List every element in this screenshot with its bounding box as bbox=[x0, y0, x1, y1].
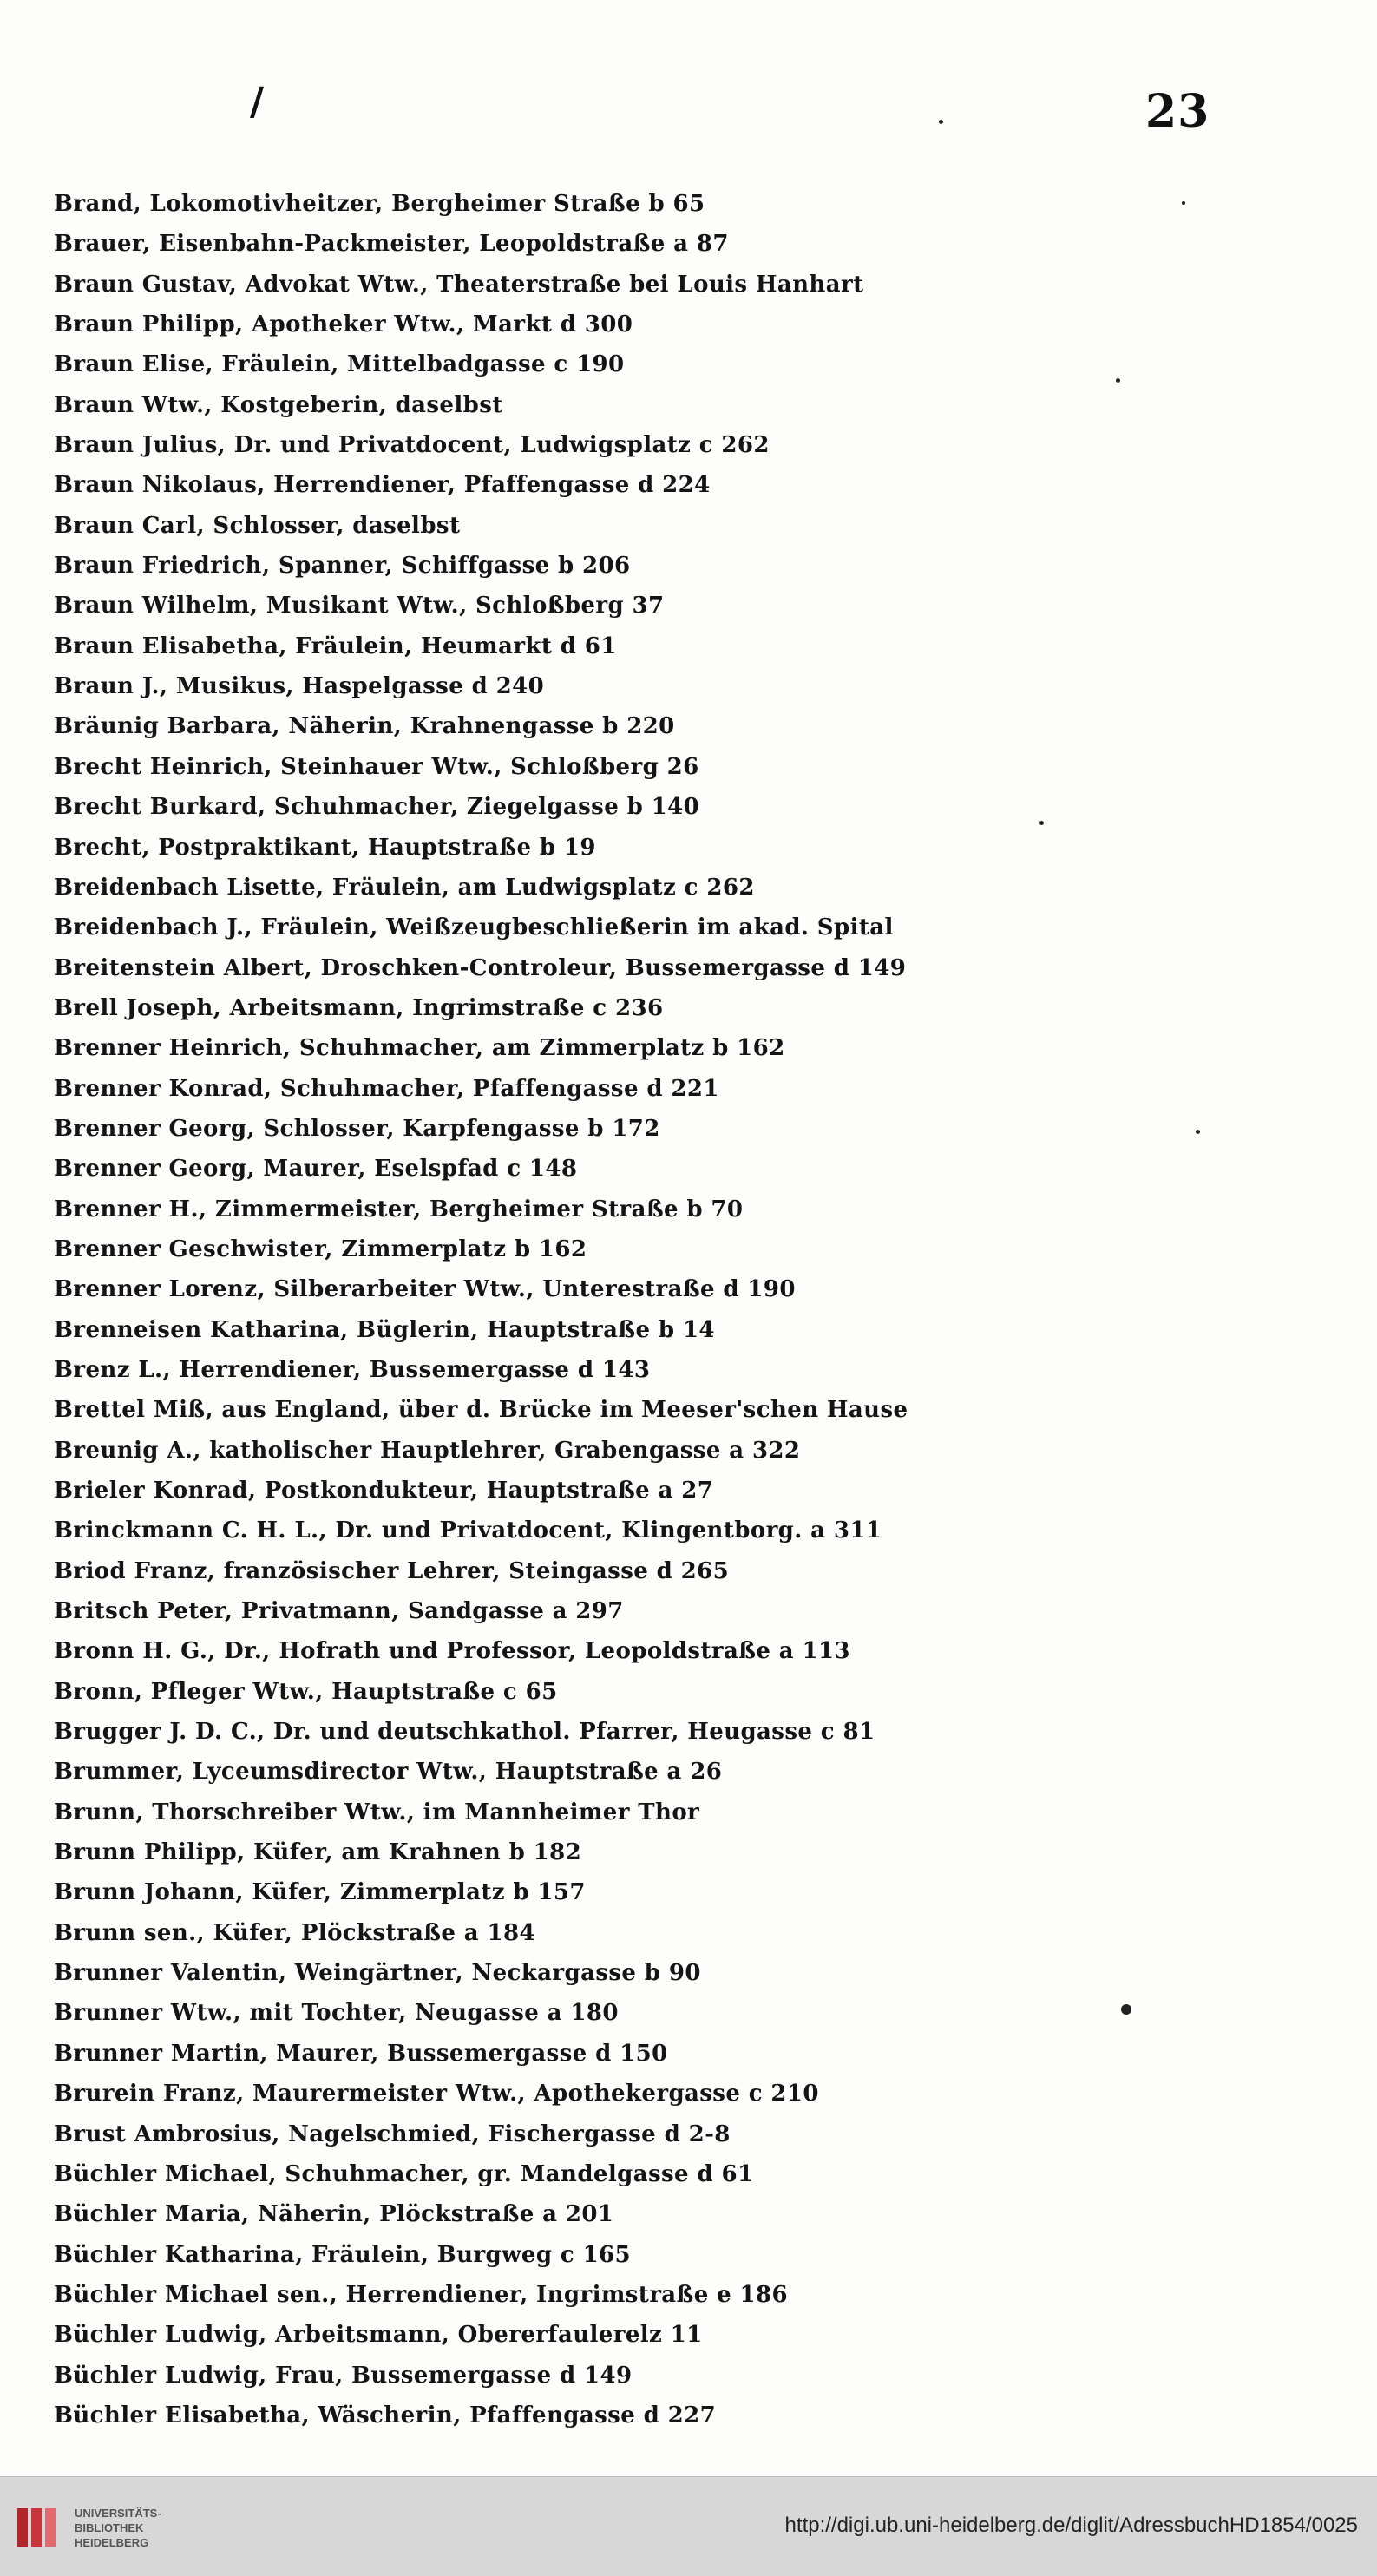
directory-entry: Büchler Elisabetha, Wäscherin, Pfaffengasse d 227 bbox=[54, 2402, 717, 2429]
page-mark: / bbox=[250, 80, 265, 124]
directory-entry: Braun Friedrich, Spanner, Schiffgasse b 206 bbox=[54, 553, 631, 580]
directory-entry: Brecht Heinrich, Steinhauer Wtw., Schloßberg 26 bbox=[54, 753, 699, 780]
directory-entry: Britsch Peter, Privatmann, Sandgasse a 297 bbox=[54, 1598, 624, 1625]
print-speck bbox=[1121, 2004, 1131, 2015]
library-name-line: UNIVERSITÄTS- bbox=[75, 2507, 161, 2520]
directory-entry: Büchler Michael sen., Herrendiener, Ingrimstraße e 186 bbox=[54, 2281, 788, 2308]
directory-entry: Büchler Ludwig, Frau, Bussemergasse d 149 bbox=[54, 2362, 633, 2389]
directory-entry: Brenz L., Herrendiener, Bussemergasse d 143 bbox=[54, 1356, 651, 1383]
directory-entries bbox=[54, 184, 1338, 2435]
directory-entry: Brenner H., Zimmermeister, Bergheimer Straße b 70 bbox=[54, 1196, 744, 1222]
viewer-footer bbox=[0, 2476, 1377, 2576]
directory-entry: Brenner Lorenz, Silberarbeiter Wtw., Unterestraße d 190 bbox=[54, 1276, 796, 1303]
directory-entry: Brunn Johann, Küfer, Zimmerplatz b 157 bbox=[54, 1879, 586, 1906]
directory-entry: Brand, Lokomotivheitzer, Bergheimer Straße b 65 bbox=[54, 191, 705, 217]
directory-entry: Braun Wtw., Kostgeberin, daselbst bbox=[54, 391, 503, 418]
directory-entry: Brettel Miß, aus England, über d. Brücke im Meeser'schen Hause bbox=[54, 1397, 908, 1424]
directory-entry: Brust Ambrosius, Nagelschmied, Fischergasse d 2-8 bbox=[54, 2120, 731, 2147]
directory-entry: Braun Philipp, Apotheker Wtw., Markt d 300 bbox=[54, 311, 633, 338]
directory-entry: Brugger J. D. C., Dr. und deutschkathol. Pfarrer, Heugasse c 81 bbox=[54, 1719, 875, 1746]
directory-entry: Brenner Heinrich, Schuhmacher, am Zimmerplatz b 162 bbox=[54, 1035, 785, 1062]
source-url[interactable]: http://digi.ub.uni-heidelberg.de/diglit/AdressbuchHD1854/0025 bbox=[784, 2514, 1358, 2537]
directory-entry: Brunner Valentin, Weingärtner, Neckargasse b 90 bbox=[54, 1960, 701, 1987]
directory-entry: Büchler Ludwig, Arbeitsmann, Obererfaulerelz 11 bbox=[54, 2322, 703, 2349]
directory-entry: Brunn, Thorschreiber Wtw., im Mannheimer Thor bbox=[54, 1799, 700, 1825]
directory-entry: Büchler Katharina, Fräulein, Burgweg c 165 bbox=[54, 2241, 632, 2268]
directory-entry: Büchler Maria, Näherin, Plöckstraße a 201 bbox=[54, 2201, 614, 2228]
directory-entry: Büchler Michael, Schuhmacher, gr. Mandelgasse d 61 bbox=[54, 2160, 754, 2187]
directory-entry: Braun Carl, Schlosser, daselbst bbox=[54, 512, 461, 539]
print-speck bbox=[1116, 378, 1120, 383]
directory-entry: Brenner Konrad, Schuhmacher, Pfaffengasse d 221 bbox=[54, 1075, 719, 1102]
page-number: 23 bbox=[1145, 85, 1210, 138]
print-speck bbox=[1196, 1130, 1200, 1134]
directory-entry: Braun Elisabetha, Fräulein, Heumarkt d 61 bbox=[54, 633, 617, 659]
directory-entry: Braun Wilhelm, Musikant Wtw., Schloßberg 37 bbox=[54, 593, 665, 619]
directory-entry: Braun Gustav, Advokat Wtw., Theaterstraße bei Louis Hanhart bbox=[54, 271, 864, 298]
print-speck bbox=[1182, 201, 1185, 205]
directory-entry: Briod Franz, französischer Lehrer, Steingasse d 265 bbox=[54, 1557, 730, 1584]
directory-entry: Brecht, Postpraktikant, Hauptstraße b 19 bbox=[54, 834, 596, 861]
directory-entry: Brunn sen., Küfer, Plöckstraße a 184 bbox=[54, 1919, 535, 1946]
print-speck bbox=[1039, 821, 1044, 825]
directory-entry: Braun Elise, Fräulein, Mittelbadgasse c 190 bbox=[54, 351, 625, 378]
directory-entry: Brenneisen Katharina, Büglerin, Hauptstraße b 14 bbox=[54, 1316, 715, 1343]
directory-entry: Braun J., Musikus, Haspelgasse d 240 bbox=[54, 673, 545, 700]
directory-entry: Brenner Georg, Schlosser, Karpfengasse b 172 bbox=[54, 1115, 660, 1142]
directory-entry: Brauer, Eisenbahn-Packmeister, Leopoldstraße a 87 bbox=[54, 231, 729, 258]
directory-entry: Breitenstein Albert, Droschken-Controleur, Bussemergasse d 149 bbox=[54, 954, 907, 981]
directory-entry: Breidenbach Lisette, Fräulein, am Ludwigsplatz c 262 bbox=[54, 874, 755, 901]
library-name-line: HEIDELBERG bbox=[75, 2536, 149, 2549]
directory-entry: Braun Julius, Dr. und Privatdocent, Ludwigsplatz c 262 bbox=[54, 432, 770, 459]
directory-entry: Brummer, Lyceumsdirector Wtw., Hauptstraße a 26 bbox=[54, 1759, 723, 1786]
directory-entry: Brieler Konrad, Postkondukteur, Hauptstraße a 27 bbox=[54, 1478, 714, 1504]
directory-entry: Bronn H. G., Dr., Hofrath und Professor, Leopoldstraße a 113 bbox=[54, 1638, 850, 1665]
directory-entry: Bräunig Barbara, Näherin, Krahnengasse b 220 bbox=[54, 713, 675, 740]
directory-entry: Brinckmann C. H. L., Dr. und Privatdocent, Klingentborg. a 311 bbox=[54, 1517, 882, 1544]
directory-entry: Breunig A., katholischer Hauptlehrer, Grabengasse a 322 bbox=[54, 1437, 801, 1464]
library-name-line: BIBLIOTHEK bbox=[75, 2521, 144, 2534]
directory-entry: Brunner Martin, Maurer, Bussemergasse d 150 bbox=[54, 2040, 668, 2067]
directory-entry: Breidenbach J., Fräulein, Weißzeugbeschließerin im akad. Spital bbox=[54, 914, 894, 941]
directory-entry: Brecht Burkard, Schuhmacher, Ziegelgasse b 140 bbox=[54, 794, 700, 821]
directory-entry: Brunn Philipp, Küfer, am Krahnen b 182 bbox=[54, 1839, 582, 1866]
directory-entry: Braun Nikolaus, Herrendiener, Pfaffengasse d 224 bbox=[54, 472, 711, 499]
directory-entry: Brell Joseph, Arbeitsmann, Ingrimstraße c 236 bbox=[54, 994, 664, 1021]
library-name bbox=[75, 2506, 161, 2550]
directory-entry: Brenner Georg, Maurer, Eselspfad c 148 bbox=[54, 1156, 578, 1183]
university-library-logo-icon bbox=[16, 2503, 64, 2552]
directory-entry: Bronn, Pfleger Wtw., Hauptstraße c 65 bbox=[54, 1678, 558, 1705]
directory-entry: Brenner Geschwister, Zimmerplatz b 162 bbox=[54, 1236, 587, 1262]
directory-entry: Brurein Franz, Maurermeister Wtw., Apothekergasse c 210 bbox=[54, 2081, 819, 2107]
directory-entry: Brunner Wtw., mit Tochter, Neugasse a 180 bbox=[54, 2000, 619, 2027]
print-speck bbox=[939, 120, 943, 124]
